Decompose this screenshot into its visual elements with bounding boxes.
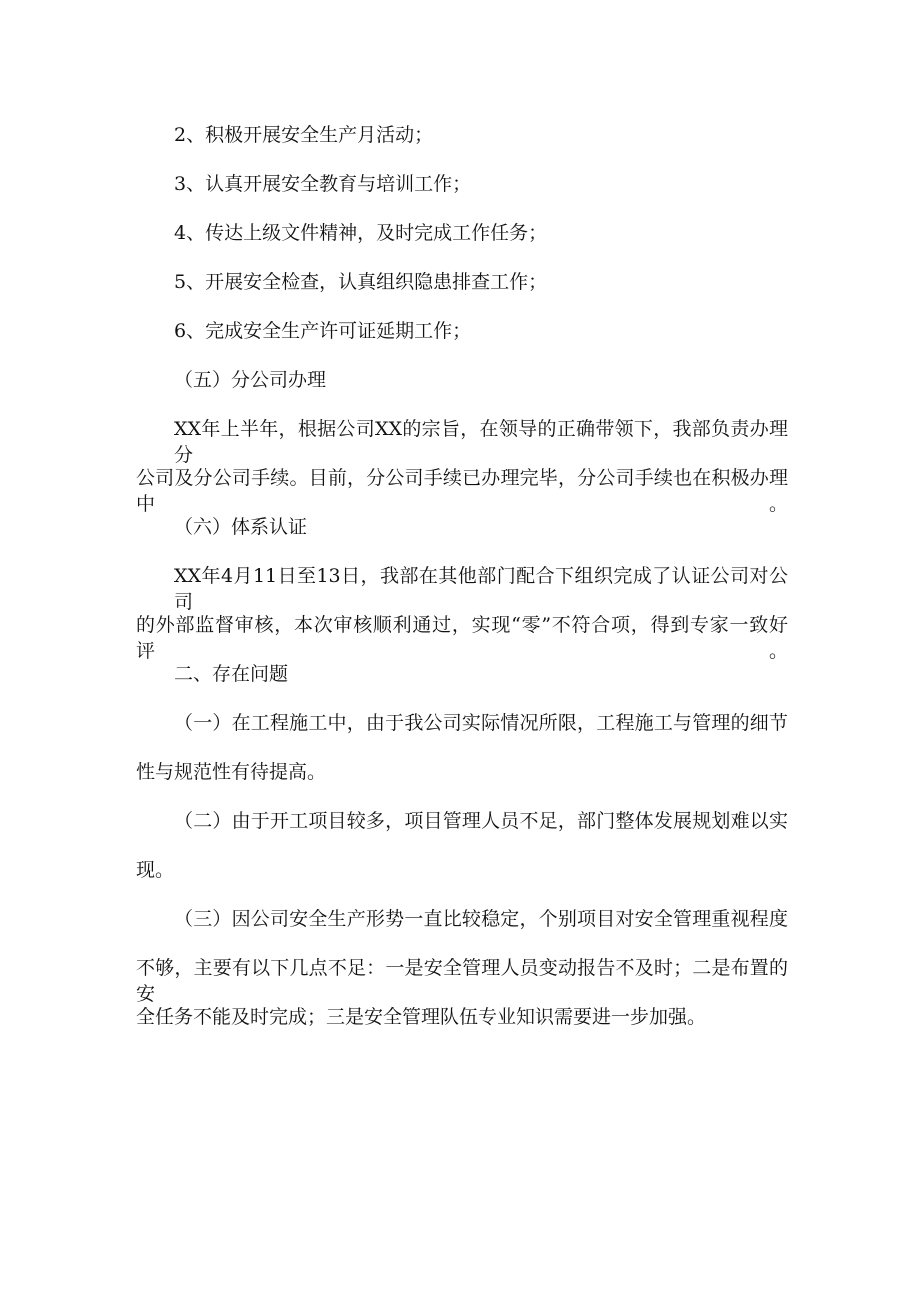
- paragraph-line: 全任务不能及时完成；三是安全管理队伍专业知识需要进一步加强。: [136, 1006, 707, 1028]
- paragraph-line: 性与规范性有待提高。: [136, 761, 327, 783]
- paragraph-line: XX年上半年，根据公司XX的宗旨，在领导的正确带领下，我部负责办理分: [174, 418, 788, 466]
- list-item-6: 6、完成安全生产许可证延期工作；: [174, 320, 472, 342]
- list-item-5: 5、开展安全检查，认真组织隐患排查工作；: [174, 271, 548, 293]
- paragraph-line: XX年4月11日至13日，我部在其他部门配合下组织完成了认证公司对公司: [174, 565, 788, 613]
- list-item-2: 2、积极开展安全生产月活动；: [174, 124, 434, 146]
- chapter-heading-2: 二、存在问题: [174, 663, 289, 685]
- paragraph-line: 的外部监督审核，本次审核顺利通过，实现“零”不符合项，得到专家一致好评。: [136, 614, 788, 662]
- section-heading-5: （五）分公司办理: [174, 369, 327, 391]
- list-item-3: 3、认真开展安全教育与培训工作；: [174, 173, 472, 195]
- paragraph-line: （三）因公司安全生产形势一直比较稳定，个别项目对安全管理重视程度: [174, 908, 788, 930]
- paragraph-line: 现。: [136, 859, 175, 881]
- paragraph-line: （二）由于开工项目较多，项目管理人员不足，部门整体发展规划难以实: [174, 810, 788, 832]
- paragraph-line: 公司及分公司手续。目前，分公司手续已办理完毕，分公司手续也在积极办理中。: [136, 467, 788, 515]
- paragraph-line: （一）在工程施工中，由于我公司实际情况所限，工程施工与管理的细节: [174, 712, 788, 734]
- paragraph-line: 不够，主要有以下几点不足：一是安全管理人员变动报告不及时；二是布置的安: [136, 957, 788, 1005]
- list-item-4: 4、传达上级文件精神，及时完成工作任务；: [174, 222, 548, 244]
- section-heading-6: （六）体系认证: [174, 516, 308, 538]
